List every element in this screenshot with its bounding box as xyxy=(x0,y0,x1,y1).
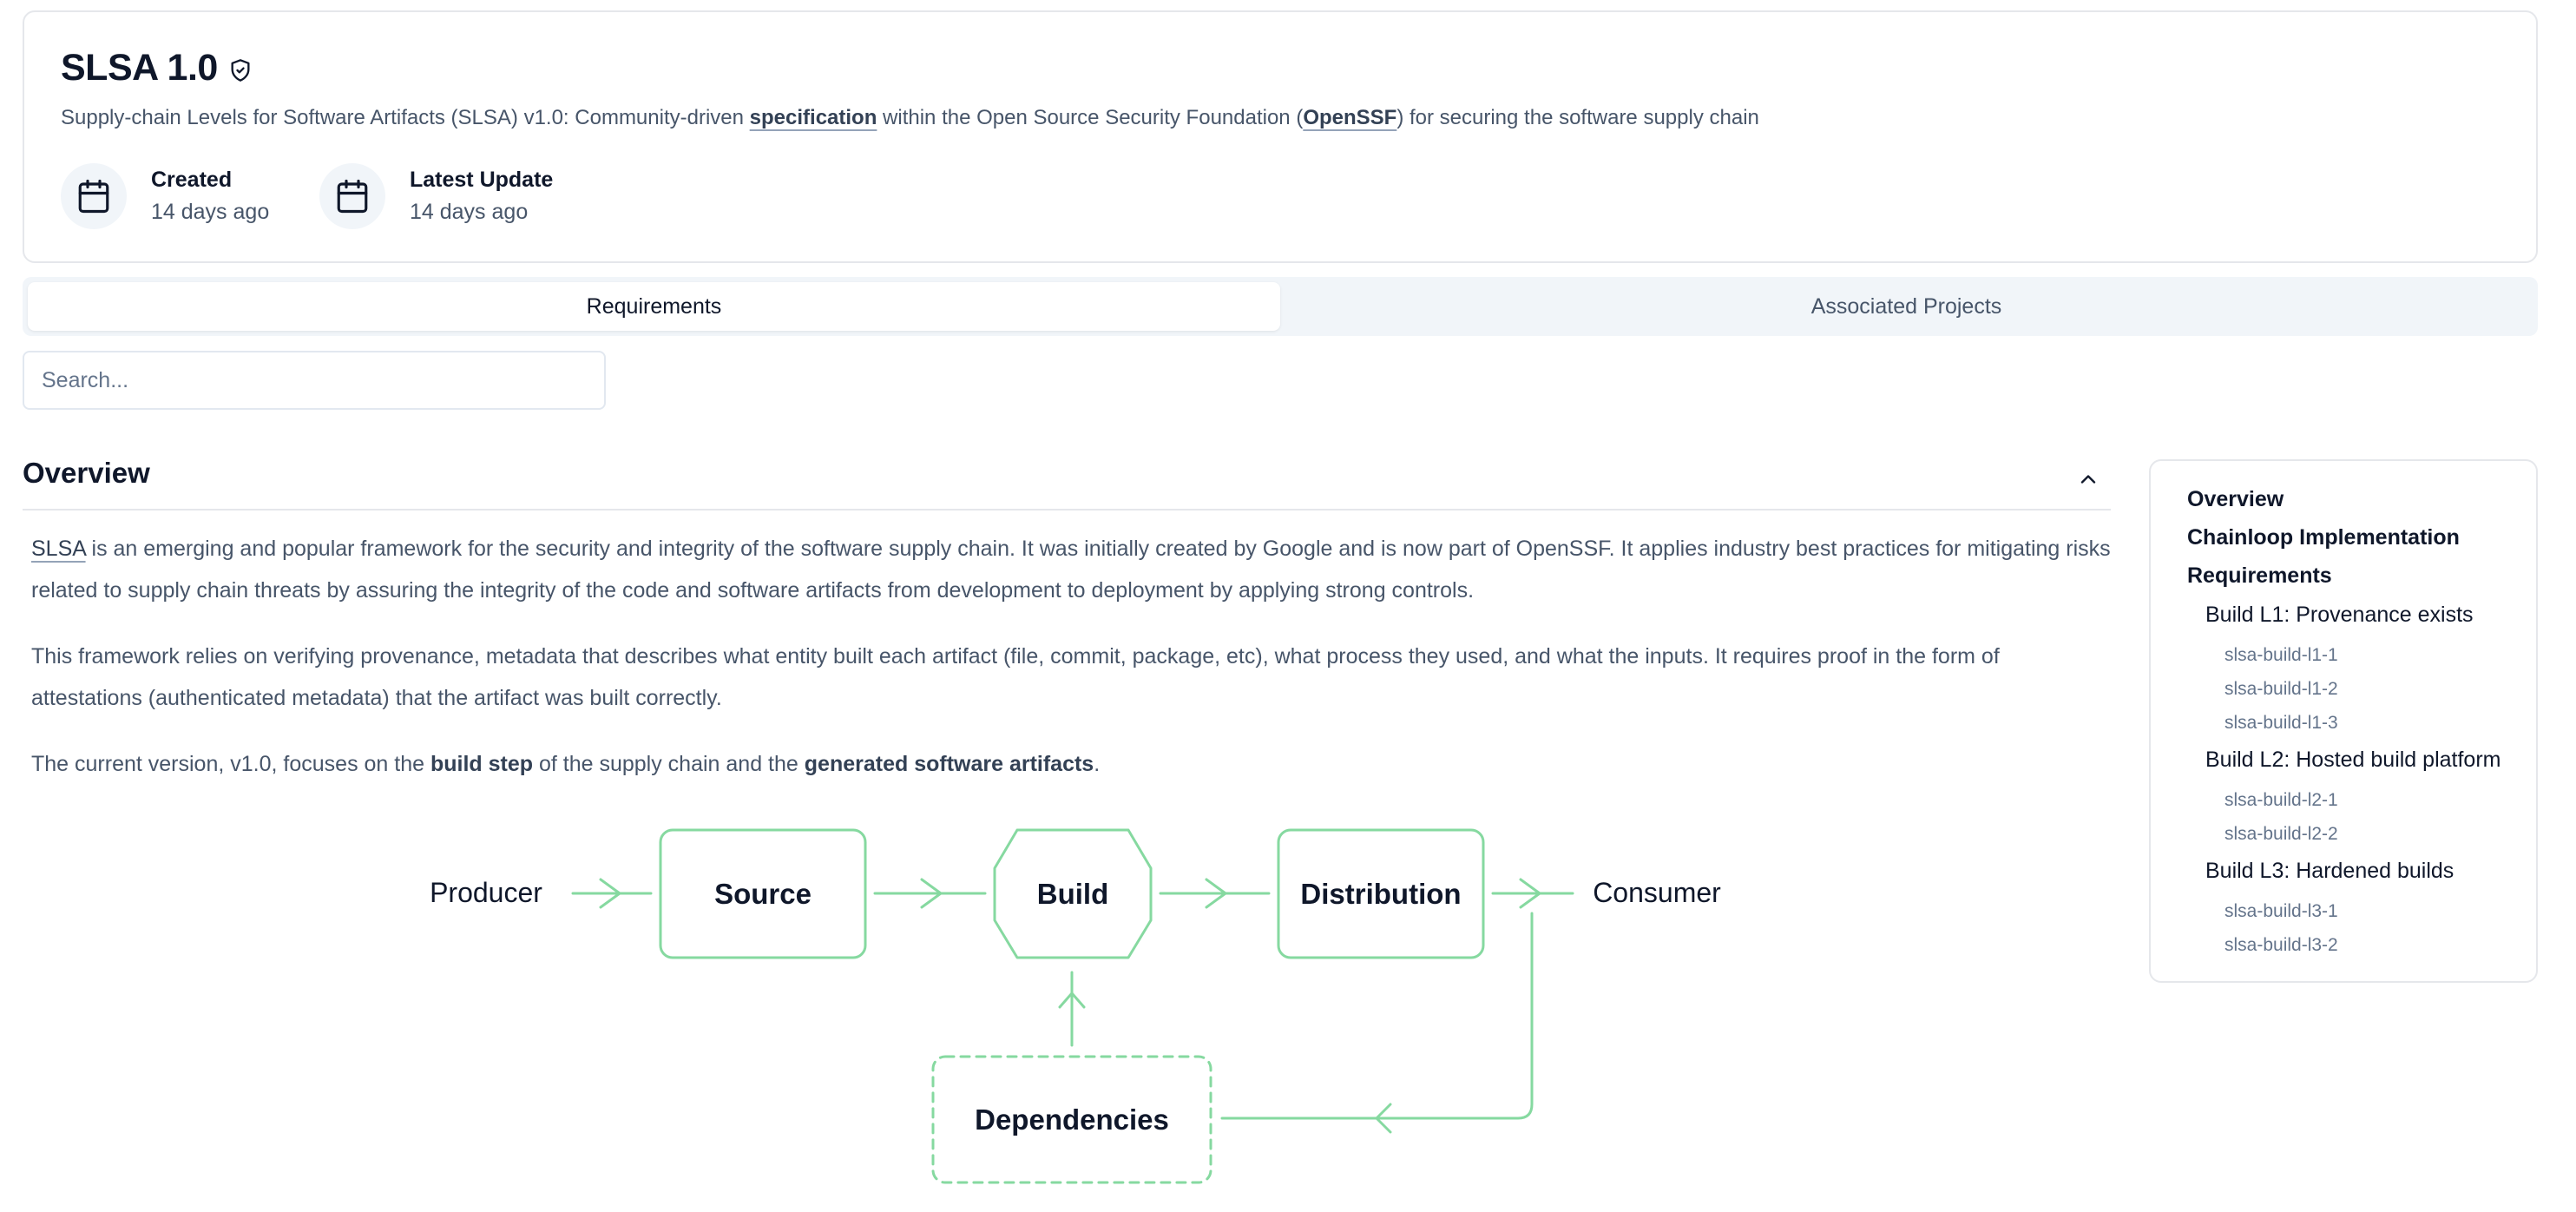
toc-overview[interactable]: Overview xyxy=(2187,487,2284,511)
page-title: SLSA 1.0 xyxy=(61,47,218,89)
toc-req-item[interactable]: slsa-build-l3-1 xyxy=(2224,901,2338,921)
paragraph-text: The current version, v1.0, focuses on the xyxy=(31,752,430,776)
tab-requirements[interactable]: Requirements xyxy=(28,282,1280,331)
distribution-label: Distribution xyxy=(1300,878,1462,910)
updated-value: 14 days ago xyxy=(410,200,529,224)
section-title: Overview xyxy=(23,457,150,489)
toc-build-l2[interactable]: Build L2: Hosted build platform xyxy=(2205,748,2501,772)
description-text: ) for securing the software supply chain xyxy=(1396,106,1759,129)
description-text: Supply-chain Levels for Software Artifacts (SLSA) v1.0: Community-driven xyxy=(61,106,750,129)
paragraph-text: of the supply chain and the xyxy=(533,752,805,776)
toc-build-l1[interactable]: Build L1: Provenance exists xyxy=(2205,603,2474,627)
overview-paragraph: This framework relies on verifying provenance, metadata that describes what entity built each artifact (file, commit, package, etc), what process they used, and what the inputs. It requires proof in the form of attestations (authenticated metadata) that the artifact was built correctly. xyxy=(31,644,2000,710)
description-text: within the Open Source Security Foundation ( xyxy=(877,106,1304,129)
specification-link[interactable]: specification xyxy=(749,106,877,129)
producer-label: Producer xyxy=(430,877,542,908)
toc-req-item[interactable]: slsa-build-l3-2 xyxy=(2224,935,2338,955)
build-label: Build xyxy=(1036,878,1109,910)
tab-associated-projects[interactable]: Associated Projects xyxy=(1810,293,2002,319)
toc-req-item[interactable]: slsa-build-l1-2 xyxy=(2224,679,2338,699)
toc-req-item[interactable]: slsa-build-l1-3 xyxy=(2224,713,2338,733)
openssf-link[interactable]: OpenSSF xyxy=(1303,106,1397,129)
updated-label: Latest Update xyxy=(410,168,554,192)
feedback-line xyxy=(1222,913,1532,1118)
paragraph-text: is an emerging and popular framework for the security and integrity of the software supply chain. It was initially created by Google and is now part of OpenSSF. It applies industry best practices for mitigating risks related to supply chain threats by assuring the integrity of the code and software artifacts from development to deployment by applying strong controls. xyxy=(31,537,2111,603)
created-value: 14 days ago xyxy=(151,200,270,224)
slsa-link[interactable]: SLSA xyxy=(31,537,86,561)
toc-requirements[interactable]: Requirements xyxy=(2187,563,2332,588)
toc-build-l3[interactable]: Build L3: Hardened builds xyxy=(2205,859,2454,883)
toc-req-item[interactable]: slsa-build-l2-1 xyxy=(2224,790,2338,810)
toc-req-item[interactable]: slsa-build-l2-2 xyxy=(2224,824,2338,844)
source-label: Source xyxy=(714,878,812,910)
bold-text: generated software artifacts xyxy=(804,752,1094,776)
dependencies-label: Dependencies xyxy=(975,1103,1169,1136)
bold-text: build step xyxy=(430,752,534,776)
consumer-label: Consumer xyxy=(1593,877,1721,908)
table-of-contents xyxy=(2149,459,2538,983)
toc-chainloop-implementation[interactable]: Chainloop Implementation xyxy=(2187,525,2460,550)
paragraph-text: . xyxy=(1094,752,1101,776)
toc-req-item[interactable]: slsa-build-l1-1 xyxy=(2224,645,2338,665)
created-label: Created xyxy=(151,168,233,192)
